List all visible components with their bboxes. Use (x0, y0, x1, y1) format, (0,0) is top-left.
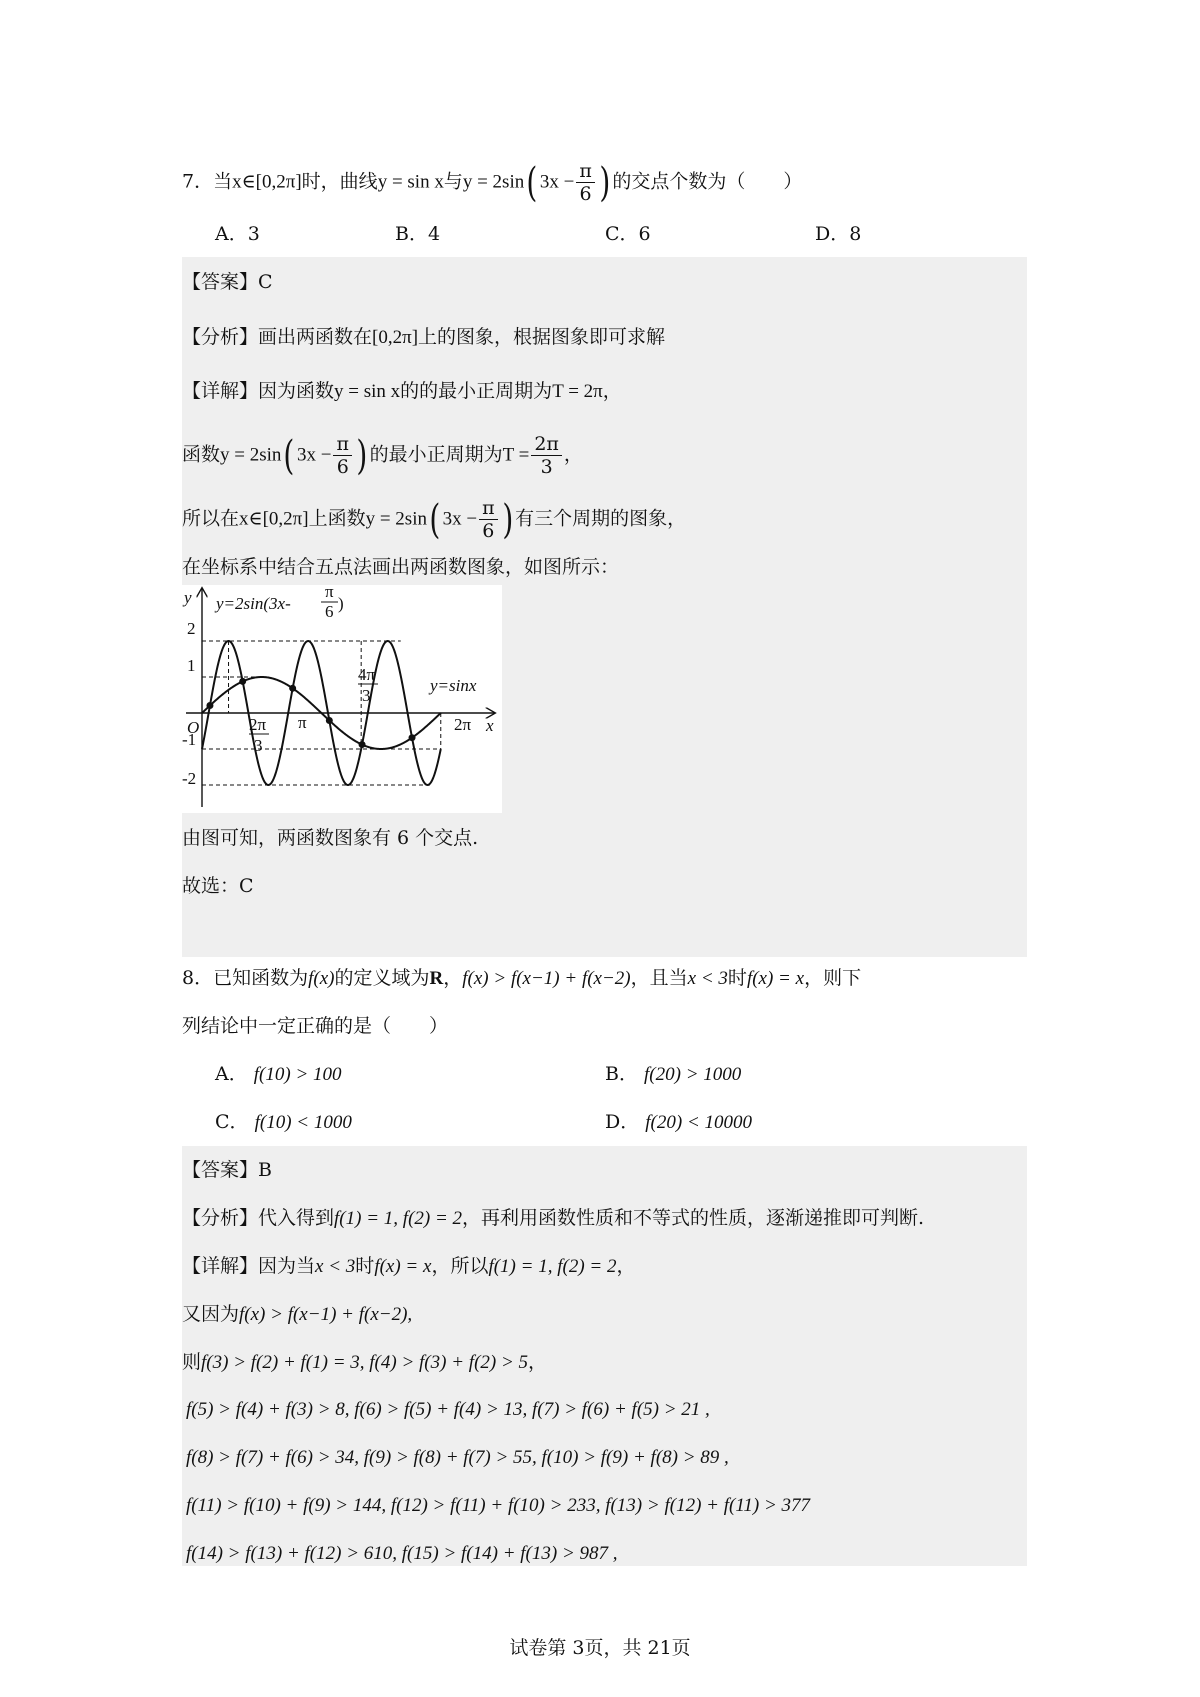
q7-choice: 故选：C (182, 875, 254, 897)
x-tick-4pi3-num: 4π (358, 665, 376, 684)
q8-analysis: 【分析】代入得到f(1) = 1, f(2) = 2，再利用函数性质和不等式的性质，逐渐递推即可判断. (182, 1207, 925, 1229)
q8-detail-2: 又因为f(x) > f(x−1) + f(x−2), (182, 1303, 413, 1325)
y-tick-1: 1 (187, 656, 196, 675)
y-axis-label: y (184, 588, 192, 607)
intersection-point (326, 717, 333, 724)
q7-detail-4: 在坐标系中结合五点法画出两函数图象，如图所示： (182, 556, 620, 578)
q8-detail-6: f(11) > f(10) + f(9) > 144, f(12) > f(11) + f(10) > 233, f(13) > f(12) + f(11) > 377 (186, 1495, 811, 1516)
q7-curve2-inner: 3x − (539, 171, 575, 193)
q7-option-c: C．6 (605, 223, 651, 245)
q8-stem-line2: 列结论中一定正确的是（ ） (182, 1015, 449, 1037)
q8-detail-7: f(14) > f(13) + f(12) > 610, f(15) > f(14) + f(13) > 987 , (186, 1543, 618, 1564)
curve2-label-num: π (325, 585, 334, 601)
origin-label: O (187, 718, 200, 737)
x-tick-2pi3-num: 2π (249, 715, 267, 734)
q7-figure (182, 585, 502, 813)
q7-stem: 7．当x∈[0,2π]时，曲线y = sin x与y = 2sin( 3x − $\frac{\pi}{6}$ ) 的交点个数为（ ） (182, 159, 803, 206)
q7-detail-1: 【详解】因为函数y = sin x的的最小正周期为T = 2π， (182, 380, 622, 402)
q7-analysis: 【分析】画出两函数在[0,2π]上的图象，根据图象即可求解 (182, 326, 666, 348)
q7-curve2-frac: $\frac{\pi}{6}$ (576, 160, 595, 205)
intersection-point (409, 734, 416, 741)
x-axis-label: x (486, 716, 494, 735)
q7-stem-mid2: 与 (443, 170, 463, 193)
q8-detail-5: f(8) > f(7) + f(6) > 34, f(9) > f(8) + f(7) > 55, f(10) > f(9) + f(8) > 89 , (186, 1447, 729, 1468)
q7-stem-pre: 当 (213, 170, 233, 193)
q7-stem-mid1: 时，曲线 (301, 170, 378, 193)
curve1-label: y=sinx (430, 676, 477, 695)
q8-stem-line1: 8．已知函数为f(x)的定义域为R，f(x) > f(x−1) + f(x−2)，且当x < 3时f(x) = x，则下 (182, 967, 862, 989)
q7-number: 7． (182, 170, 214, 193)
q7-answer-tag: 【答案】 (182, 271, 259, 293)
q7-stem-post: 的交点个数为（ ） (612, 170, 803, 193)
y-tick-2: 2 (187, 619, 196, 638)
q7-curve2: y = 2sin (462, 171, 525, 193)
q7-detail-2: 函数y = 2sin( 3x − $\frac{\pi}{6}$ ) 的最小正周期为T = $\frac{2\pi}{3}$ ， (182, 432, 583, 479)
x-tick-2pi: 2π (454, 715, 472, 734)
q7-figure-svg (182, 585, 502, 813)
q8-option-a: A． f(10) > 100 (215, 1063, 342, 1085)
q7-conclusion: 由图可知，两函数图象有 6 个交点. (182, 827, 479, 849)
q7-answer-value: C (258, 271, 273, 293)
page-footer: 试卷第 3页，共 21页 (509, 1637, 691, 1659)
q7-curve1: y = sin x (377, 171, 444, 193)
intersection-point (206, 702, 213, 709)
y-tick-m2: -2 (182, 769, 197, 788)
q7-domain: x∈[0,2π] (232, 171, 302, 193)
q8-detail-3: 则f(3) > f(2) + f(1) = 3, f(4) > f(3) + f(2) > 5， (182, 1351, 548, 1373)
q7-option-a: A．3 (215, 223, 260, 245)
q8-option-d: D． f(20) < 10000 (605, 1111, 753, 1133)
intersection-point (239, 678, 246, 685)
curve2-label-den: 6 (325, 602, 334, 621)
x-tick-4pi3-den: 3 (362, 686, 371, 705)
q8-option-b: B． f(20) > 1000 (605, 1063, 742, 1085)
q7-detail-3: 所以在x∈[0,2π]上函数y = 2sin( 3x − $\frac{\pi}{6}$ ) 有三个周期的图象， (182, 496, 687, 543)
y-tick-m1: -1 (182, 730, 197, 749)
q7-option-b: B．4 (395, 223, 441, 245)
q7-option-d: D．8 (815, 223, 862, 245)
intersection-point (359, 741, 366, 748)
q7-answer (182, 268, 273, 296)
curve2-label-close: ) (338, 594, 344, 613)
curve2-label: y=2sin(3x- (216, 594, 291, 613)
q8-detail-4: f(5) > f(4) + f(3) > 8, f(6) > f(5) + f(4) > 13, f(7) > f(6) + f(5) > 21 , (186, 1399, 710, 1420)
x-tick-pi: π (298, 713, 307, 732)
intersection-point (289, 685, 296, 692)
q8-detail-1: 【详解】因为当x < 3时f(x) = x，所以f(1) = 1, f(2) = 2， (182, 1255, 636, 1277)
x-tick-2pi3-den: 3 (254, 736, 263, 755)
q8-answer: 【答案】B (182, 1159, 272, 1181)
q8-option-c: C． f(10) < 1000 (215, 1111, 352, 1133)
